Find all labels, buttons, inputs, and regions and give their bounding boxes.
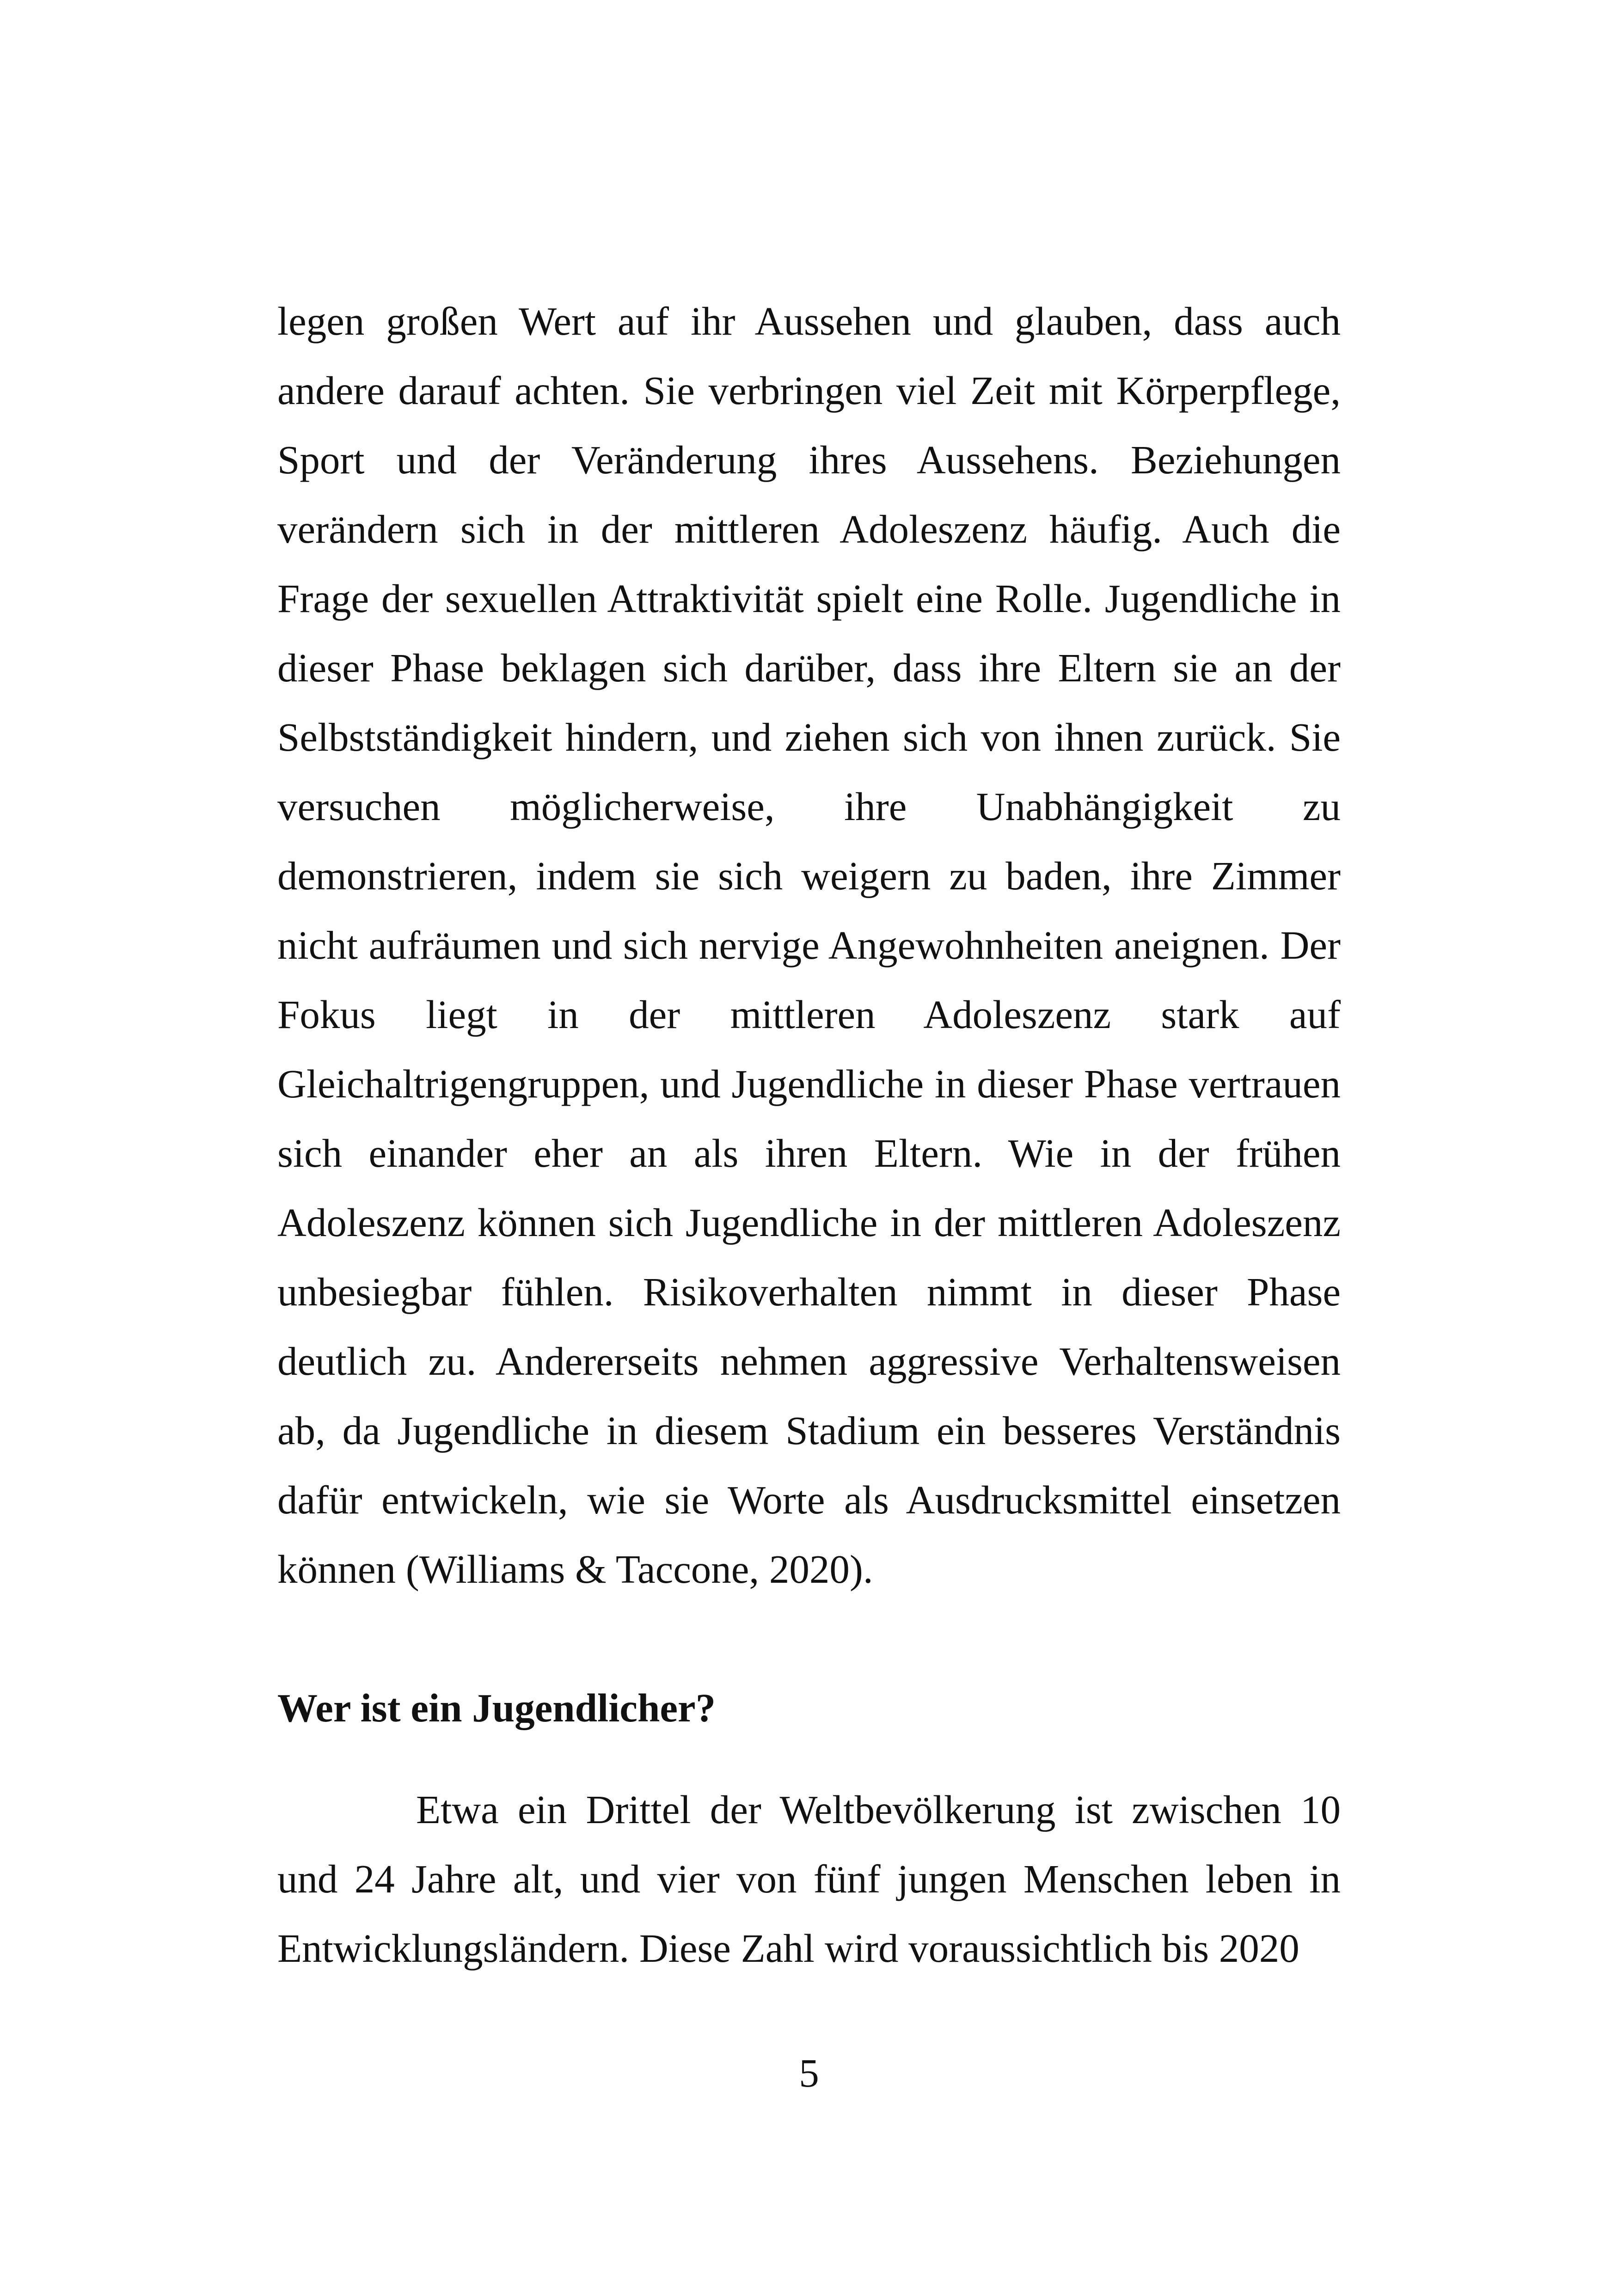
- body-text-section: [277, 287, 1341, 1604]
- body-paragraph: legen großen Wert auf ihr Aussehen und glauben, dass auch andere darauf achten. Sie verbringen viel Zeit mit Körperpflege, Sport und der Veränderung ihres Aussehens. Beziehungen verändern sich in der mittleren Adoleszenz häufig. Auch die Frage der sexuellen Attraktivität spielt eine Rolle. Jugendliche in dieser Phase beklagen sich darüber, dass ihre Eltern sie an der Selbstständigkeit hindern, und ziehen sich von ihnen zurück. Sie versuchen möglicherweise, ihre Unabhängigkeit zu demonstrieren, indem sie sich weigern zu baden, ihre Zimmer nicht aufräumen und sich nervige Angewohnheiten aneignen. Der Fokus liegt in der mittleren Adoleszenz stark auf Gleichaltrigengruppen, und Jugendliche in dieser Phase vertrauen sich einander eher an als ihren Eltern. Wie in der frühen Adoleszenz können sich Jugendliche in der mittleren Adoleszenz unbesiegbar fühlen. Risikoverhalten nimmt in dieser Phase deutlich zu. Andererseits nehmen aggressive Verhaltensweisen ab, da Jugendliche in diesem Stadium ein besseres Verständnis dafür entwickeln, wie sie Worte als Ausdrucksmittel einsetzen können (Williams & Taccone, 2020).: [277, 299, 1341, 1592]
- body-paragraph-2: Etwa ein Drittel der Weltbevölkerung ist zwischen 10 und 24 Jahre alt, und vier von fünf jungen Menschen leben in Entwicklungsländern. Diese Zahl wird voraussichtlich bis 2020: [277, 1787, 1341, 1971]
- page-number: 5: [799, 2051, 819, 2095]
- section-heading: Wer ist ein Jugendlicher?: [277, 1685, 716, 1730]
- body-text-section-2: [277, 1775, 1341, 1983]
